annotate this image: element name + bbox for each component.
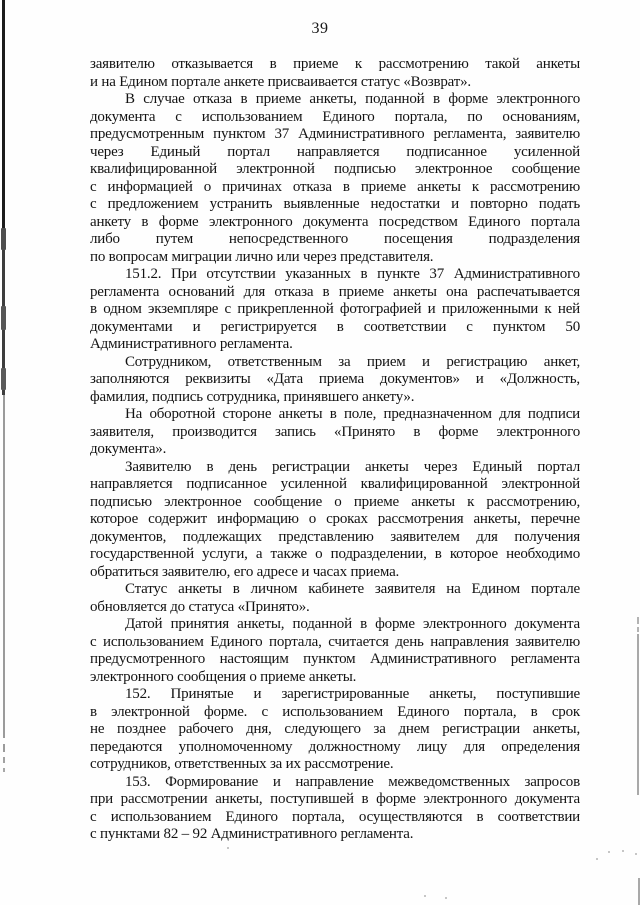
text-line: подписью электронное сообщение о приеме анкеты к рассмотрению, <box>90 493 580 510</box>
text-line: с предложением устранить выявленные недостатки и повторно подать <box>90 196 580 212</box>
scan-dash-left <box>3 757 5 763</box>
text-line: 152. Принятые и зарегистрированные анкеты, поступившие <box>125 686 580 702</box>
text-line: предусмотренного настоящим пунктом Административного регламента <box>90 651 580 667</box>
text-line: либо путем непосредственного посещения подразделения <box>90 231 580 247</box>
text-line: и на Едином портале анкете присваивается статус «Возврат». <box>90 73 471 90</box>
scan-blob-left <box>1 368 6 390</box>
text-line: документов, подлежащих представлению заявителем для получения <box>90 528 580 545</box>
text-line: в электронной форме. с использованием Единого портала, в срок <box>90 703 580 720</box>
text-line: документа». <box>90 441 167 457</box>
text-line: документами и регистрируется в соответствии с пунктом 50 <box>90 318 580 335</box>
text-line: с использованием Единого портала, считается день направления заявителю <box>90 633 580 650</box>
text-line: обратиться заявителю, его адресе и часах приема. <box>90 563 400 580</box>
text-block <box>90 56 580 844</box>
scan-dash-right <box>637 627 639 632</box>
scan-blob-left <box>1 306 6 330</box>
page-number: 39 <box>311 20 329 37</box>
text-line: которое содержит информацию о сроках рассмотрения анкеты, перечне <box>90 511 580 527</box>
text-line: при рассмотрении анкеты, поступившей в форме электронного документа <box>90 791 580 807</box>
scan-dash-right <box>637 617 639 624</box>
text-line: Статус анкеты в личном кабинете заявителя на Едином портале <box>125 581 580 597</box>
text-line: с пунктами 82 – 92 Административного регламента. <box>90 826 414 842</box>
text-line: с использованием Единого портала, осуществляются в соответствии <box>90 808 580 825</box>
text-line: Заявителю в день регистрации анкеты через Единый портал <box>125 458 580 475</box>
scan-speck <box>227 847 229 849</box>
text-line: через Единый портал направляется подписанное усиленной <box>90 143 580 160</box>
text-line: передаются уполномоченному должностному лицу для определения <box>90 738 580 755</box>
text-line: Датой принятия анкеты, поданной в форме электронного документа <box>125 616 580 632</box>
text-line: 153. Формирование и направление межведомственных запросов <box>125 773 580 790</box>
text-line: заполняются реквизиты «Дата приема документов» и «Должность, <box>90 371 580 387</box>
text-line: Административного регламента. <box>90 336 293 352</box>
scan-blob-left <box>1 228 6 250</box>
text-line: 151.2. При отсутствии указанных в пункте 37 Административного <box>125 266 580 282</box>
text-line: с информацией о причинах отказа в приеме анкеты к рассмотрению <box>90 178 580 195</box>
text-line: фамилия, подпись сотрудника, принявшего анкету». <box>90 388 415 405</box>
text-line: анкету в форме электронного документа посредством Единого портала <box>90 213 580 230</box>
text-line: На оборотной стороне анкеты в поле, предназначенном для подписи <box>125 406 580 422</box>
text-line: сотрудников, ответственных за их рассмотрение. <box>90 756 394 772</box>
scan-streak-left-bottom <box>3 395 5 738</box>
scan-streak-left-mid <box>2 238 5 395</box>
text-line: регламента оснований для отказа в приеме анкеты она распечатывается <box>90 283 580 300</box>
text-line: не позднее рабочего дня, следующего за днем регистрации анкеты, <box>90 721 580 737</box>
text-line: в одном экземпляре с прикрепленной фотографией и приложенными к ней <box>90 301 580 317</box>
scan-dash-left <box>3 768 5 772</box>
scan-speck <box>424 895 426 897</box>
scan-speck <box>622 850 624 852</box>
text-line: по вопросам миграции лично или через представителя. <box>90 248 434 265</box>
text-line: направляется подписанное усиленной квалифицированной электронной <box>90 476 580 492</box>
scan-dash-left <box>3 744 5 752</box>
scan-speck <box>596 858 598 860</box>
text-line: Сотрудником, ответственным за прием и регистрацию анкет, <box>125 353 580 370</box>
text-line: предусмотренным пунктом 37 Административного регламента, заявителю <box>90 126 580 142</box>
text-line: заявителя, производится запись «Принято в форме электронного <box>90 423 580 440</box>
text-line: обновляется до статуса «Принято». <box>90 598 310 615</box>
text-line: электронного сообщения о приеме анкеты. <box>90 668 357 685</box>
scan-speck <box>635 853 637 855</box>
scan-streak-right-mid <box>637 634 639 795</box>
scan-speck <box>445 897 447 899</box>
text-line: документа с использованием Единого портала, по основаниям, <box>90 108 580 125</box>
text-line: квалифицированной электронной подписью электронное сообщение <box>90 161 580 177</box>
text-line: государственной услуги, а также о подразделении, в которое необходимо <box>90 546 580 562</box>
text-line: В случае отказа в приеме анкеты, поданной в форме электронного <box>125 91 580 107</box>
scan-speck <box>608 851 610 853</box>
text-line: заявителю отказывается в приеме к рассмотрению такой анкеты <box>90 56 580 72</box>
